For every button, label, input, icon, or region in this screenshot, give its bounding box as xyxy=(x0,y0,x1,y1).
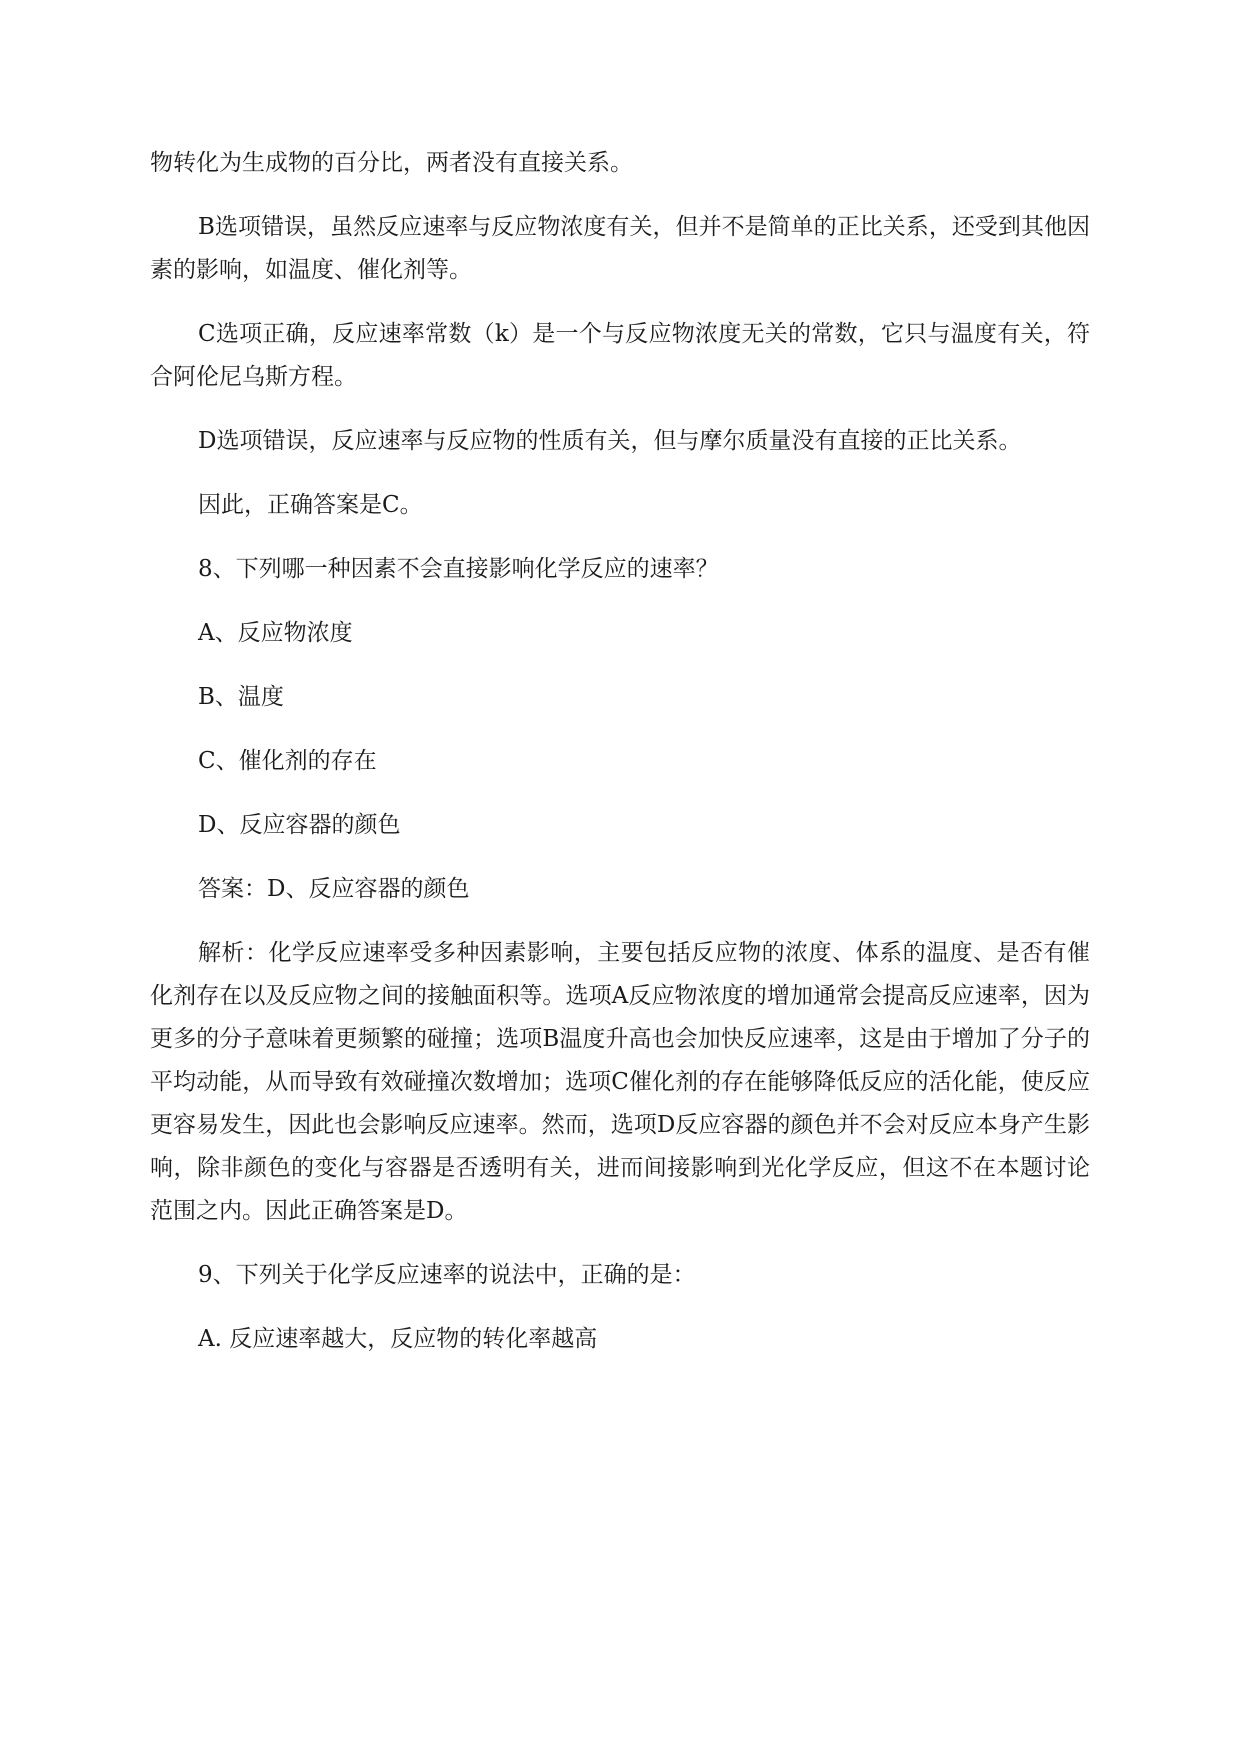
paragraph-explanation-b: B选项错误，虽然反应速率与反应物浓度有关，但并不是简单的正比关系，还受到其他因素的影响，如温度、催化剂等。 xyxy=(150,214,1090,283)
question-8-option-a: A、反应物浓度 xyxy=(198,620,353,646)
question-9-option-a: A. 反应速率越大，反应物的转化率越高 xyxy=(198,1326,598,1352)
question-8-option-b: B、温度 xyxy=(198,684,284,710)
question-8-option-c: C、催化剂的存在 xyxy=(198,748,377,774)
paragraph-explanation-c: C选项正确，反应速率常数（k）是一个与反应物浓度无关的常数，它只与温度有关，符合阿伦尼乌斯方程。 xyxy=(150,321,1090,390)
question-8-analysis: 解析：化学反应速率受多种因素影响，主要包括反应物的浓度、体系的温度、是否有催化剂存在以及反应物之间的接触面积等。选项A反应物浓度的增加通常会提高反应速率，因为更多的分子意味着更频繁的碰撞；选项B温度升高也会加快反应速率，这是由于增加了分子的平均动能，从而导致有效碰撞次数增加；选项C催化剂的存在能够降低反应的活化能，使反应更容易发生，因此也会影响反应速率。然而，选项D反应容器的颜色并不会对反应本身产生影响，除非颜色的变化与容器是否透明有关，进而间接影响到光化学反应，但这不在本题讨论范围之内。因此正确答案是D。 xyxy=(150,940,1090,1224)
paragraph-explanation-d: D选项错误，反应速率与反应物的性质有关，但与摩尔质量没有直接的正比关系。 xyxy=(198,428,1022,454)
question-8-answer: 答案：D、反应容器的颜色 xyxy=(198,876,470,902)
paragraph-conclusion: 因此，正确答案是C。 xyxy=(198,492,423,518)
paragraph-continuation: 物转化为生成物的百分比，两者没有直接关系。 xyxy=(150,150,633,176)
document-body xyxy=(150,142,1090,1382)
question-8: 8、下列哪一种因素不会直接影响化学反应的速率？ xyxy=(198,556,719,582)
question-8-option-d: D、反应容器的颜色 xyxy=(198,812,401,838)
question-9: 9、下列关于化学反应速率的说法中，正确的是： xyxy=(198,1262,696,1288)
